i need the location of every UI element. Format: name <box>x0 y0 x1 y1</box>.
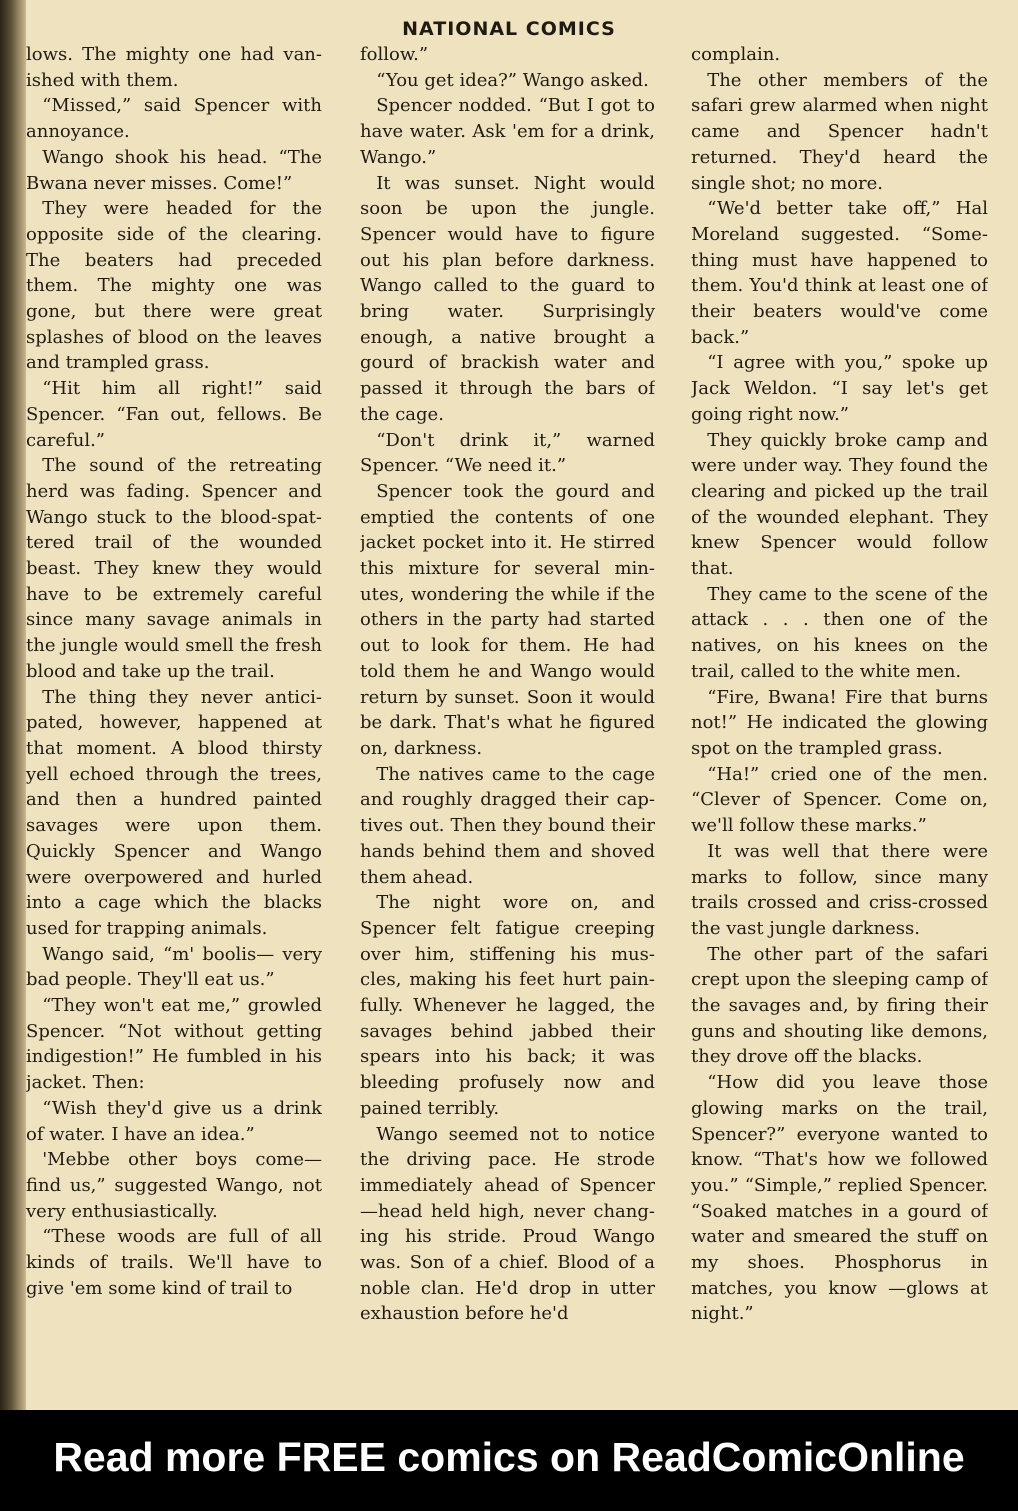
promo-banner-text: Read more FREE comics on ReadComicOnline <box>53 1434 965 1480</box>
paragraph: 'Mebbe other boys come— find us,” suggested Wango, not very enthusiastically. <box>26 1149 322 1222</box>
paragraph: It was sunset. Night would soon be upon the jungle. Spencer would have to figure out his plan before darkness. Wango called to the guard to bring water. Surprisingly enough, a native brought a gourd of brackish water and passed it through the bars of the cage. <box>360 172 655 425</box>
paragraph: The sound of the retreating herd was fading. Spencer and Wango stuck to the blood-spattered trail of the wounded beast. They knew they would have to be extremely careful since many savage animals in the jungle would smell the fresh blood and take up the trail. <box>26 455 322 682</box>
paragraph: “Wish they'd give us a drink of water. I have an idea.” <box>26 1097 322 1145</box>
paragraph: Spencer took the gourd and emptied the contents of one jacket pocket into it. He stirred this mixture for several minutes, wondering the while if the others in the party had started out to look for them. He had told them he and Wango would return by sunset. Soon it would be dark. That's what he figured on, darkness. <box>360 480 655 759</box>
paragraph: Wango seemed not to notice the driving pace. He strode immediately ahead of Spencer —head held high, never changing his stride. Proud Wango was. Son of a chief. Blood of a noble clan. He'd drop in utter exhaustion before he'd <box>360 1123 655 1325</box>
paragraph: lows. The mighty one had vanished with them. <box>26 44 322 91</box>
paragraph: They quickly broke camp and were under way. They found the clearing and picked up the trail of the wounded elephant. They knew Spencer would follow that. <box>691 429 988 580</box>
paragraph: “You get idea?” Wango asked. <box>376 69 649 91</box>
paragraph: follow.” <box>360 44 429 65</box>
paragraph: The other part of the safari crept upon the sleeping camp of the savages and, by firing their guns and shouting like demons, they drove off the blacks. <box>691 943 988 1068</box>
paragraph: Wango said, “m' boolis— very bad people. They'll eat us.” <box>26 943 322 991</box>
paragraph: They came to the scene of the attack . . . then one of the natives, on his knees on the trail, called to the white men. <box>691 583 988 682</box>
paragraph: “They won't eat me,” growled Spencer. “Not without getting indigestion!” He fumbled in his jacket. Then: <box>26 995 322 1094</box>
paragraph: “These woods are full of all kinds of trails. We'll have to give 'em some kind of trail to <box>26 1226 322 1299</box>
paragraph: The night wore on, and Spencer felt fatigue creeping over him, stiffening his muscles, making his feet hurt painfully. Whenever he lagged, the savages behind jabbed their spears into his back; it was bleeding profusely now and pained terribly. <box>360 892 655 1119</box>
page-header: NATIONAL COMICS <box>402 18 616 40</box>
paragraph: complain. <box>691 44 781 65</box>
paragraph: “Fire, Bwana! Fire that burns not!” He indicated the glowing spot on the trampled grass. <box>691 686 988 759</box>
paragraph: The other members of the safari grew alarmed when night came and Spencer hadn't returned. They'd heard the single shot; no more. <box>691 69 988 194</box>
text-column-3 <box>691 42 988 1382</box>
paragraph: The thing they never anticipated, however, happened at that moment. A blood thirsty yell echoed through the trees, and then a hundred painted savages were upon them. Quickly Spencer and Wango were overpowered and hurled into a cage which the blacks used for trapping animals. <box>26 686 322 939</box>
paragraph: “Hit him all right!” said Spencer. “Fan out, fellows. Be careful.” <box>26 378 322 451</box>
text-column-1 <box>26 42 322 1382</box>
paragraph: “How did you leave those glowing marks on the trail, Spencer?” everyone wanted to know. “That's how we followed you.” “Simple,” replied Spencer. “Soaked matches in a gourd of water and smeared the stuff on my shoes. Phosphorus in matches, you know —glows at night.” <box>691 1072 988 1325</box>
paragraph: The natives came to the cage and roughly dragged their captives out. Then they bound their hands behind them and shoved them ahead. <box>360 763 655 888</box>
page-spine-shadow <box>0 0 26 1410</box>
paragraph: “Missed,” said Spencer with annoyance. <box>26 95 322 143</box>
paragraph: They were headed for the opposite side of the clearing. The beaters had preceded them. The mighty one was gone, but there were great splashes of blood on the leaves and trampled grass. <box>26 198 322 374</box>
paragraph: “I agree with you,” spoke up Jack Weldon. “I say let's get going right now.” <box>691 352 988 425</box>
promo-banner <box>0 1410 1018 1511</box>
paragraph: “We'd better take off,” Hal Moreland suggested. “Something must have happened to them. You'd think at least one of their beaters would've come back.” <box>691 198 988 348</box>
paragraph: It was well that there were marks to follow, since many trails crossed and criss-crossed the vast jungle darkness. <box>691 840 988 939</box>
paragraph: “Don't drink it,” warned Spencer. “We need it.” <box>360 429 655 477</box>
paragraph: Wango shook his head. “The Bwana never misses. Come!” <box>26 146 322 194</box>
text-column-2 <box>360 42 655 1382</box>
paragraph: Spencer nodded. “But I got to have water. Ask 'em for a drink, Wango.” <box>360 95 655 168</box>
paragraph: “Ha!” cried one of the men. “Clever of Spencer. Come on, we'll follow these marks.” <box>691 763 988 837</box>
